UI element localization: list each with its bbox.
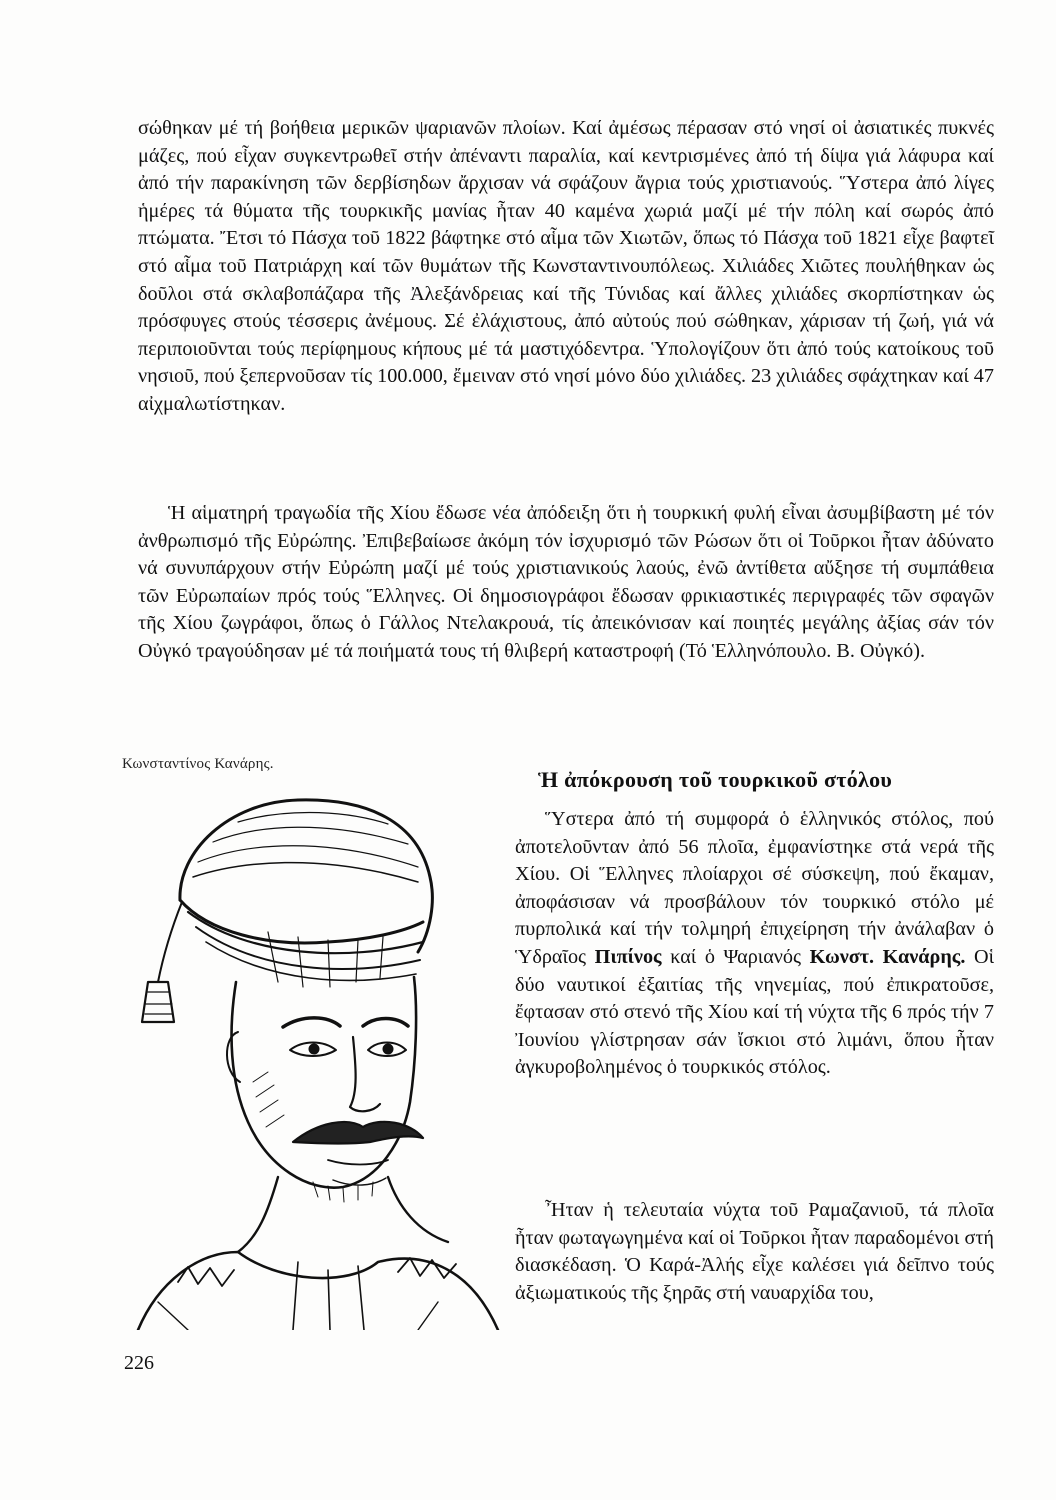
paragraph-fleet-text-3: Οἱ δύο ναυτικοί ἐξαιτίας τῆς νηνεμίας, πού ἐπικρατοῦσε, ἔφτασαν στό στενό τῆς Χίου καί τή νύχτα τῆς 6 πρός τήν 7 Ἰουνίου γλίστρησαν σάν ἴσκιοι στό λιμάνι, ὅπου ἦταν ἀγκυροβολημένος ὁ τουρκικός στόλος. — [515, 945, 995, 1079]
section-heading: Ἡ ἀπόκρουση τοῦ τουρκικοῦ στόλου — [538, 767, 893, 792]
portrait-caption: Κωνσταντίνος Κανάρης. — [122, 756, 274, 772]
paragraph-ramadan-night: Ἦταν ἡ τελευταία νύχτα τοῦ Ραμαζανιοῦ, τά πλοῖα ἦταν φωταγωγημένα καί οἱ Τοῦρκοι ἦταν παραδομένοι στή διασκέδαση. Ὁ Καρά-Ἀλής εἶχε καλέσει γιά δεῖπνο τούς ἀξιωματικούς τῆς ξηρᾶς στή ναυαρχίδα του, — [515, 1199, 994, 1304]
name-pipinos: Πιπίνος — [594, 945, 662, 968]
name-kanaris: Κωνστ. Κανάρης. — [809, 945, 966, 968]
page-number: 226 — [124, 1352, 154, 1374]
paragraph-fleet-text-2: καί ὁ Ψαριανός — [661, 945, 810, 968]
paragraph-fleet-text-1: Ὕστερα ἀπό τή συμφορά ὁ ἑλληνικός στόλος, πού ἀποτελοῦνταν ἀπό 56 πλοῖα, ἐμφανίστηκε στά νερά τῆς Χίου. Οἱ Ἕλληνες πλοίαρχοι σέ σύσκεψη, πού ἔκαμαν, ἀποφάσισαν νά προσβάλουν τόν τουρκικό στόλο μέ πυρπολικά καί τήν τολμηρή ἐπιχείρηση τήν ἀνάλαβαν ὁ Ὑδραῖος — [515, 808, 994, 968]
paragraph-chios-massacre: σώθηκαν μέ τή βοήθεια μερικῶν ψαριανῶν πλοίων. Καί ἀμέσως πέρασαν στό νησί οἱ ἀσιατικές πυκνές μάζες, πού εἶχαν συγκεντρωθεῖ στήν ἀπέναντι παραλία, καί κεντρισμένες ἀπό τή δίψα γιά λάφυρα καί ἀπό τήν παρακίνηση τῶν δερβίσηδων ἄρχισαν νά σφάζουν ἄγρια τούς χριστιανούς. Ὕστερα ἀπό λίγες ἡμέρες τά θύματα τῆς τουρκικῆς μανίας ἦταν 40 καμένα χωριά μαζί μέ τήν πόλη καί σωρός ἀπό πτώματα. Ἔτσι τό Πάσχα τοῦ 1822 βάφτηκε στό αἷμα τῶν Χιωτῶν, ὅπως τό Πάσχα τοῦ 1821 εἶχε βαφτεῖ στό αἷμα τοῦ Πατριάρχη καί τῶν θυμάτων τῆς Κωνσταντινουπόλεως. Χιλιάδες Χιῶτες πουλήθηκαν ὡς δοῦλοι στά σκλαβοπάζαρα τῆς Ἀλεξάνδρειας καί τῆς Τύνιδας καί ἄλλες χιλιάδες σκορπίστηκαν ὡς πρόσφυγες στούς τέσσερις ἀνέμους. Σέ ἐλάχιστους, ἀπό αὐτούς πού σώθηκαν, χάρισαν τή ζωή, γιά νά περιποιοῦνται τούς περίφημους κήπους μέ τά μαστιχόδεντρα. Ὑπολογίζουν ὅτι ἀπό τούς κατοίκους τοῦ νησιοῦ, πού ξεπερνοῦσαν τίς 100.000, ἔμειναν στό νησί μόνο δύο χιλιάδες. 23 χιλιάδες σφάχτηκαν καί 47 αἰχμαλωτίστηκαν. — [138, 117, 994, 415]
paragraph-fleet — [515, 806, 994, 1082]
paragraph-chios-tragedy: Ἡ αἱματηρή τραγωδία τῆς Χίου ἔδωσε νέα ἀπόδειξη ὅτι ἡ τουρκική φυλή εἶναι ἀσυμβίβαστη μέ τόν ἀνθρωπισμό τῆς Εὐρώπης. Ἐπιβεβαίωσε ἀκόμη τόν ἰσχυρισμό τῶν Ρώσων ὅτι οἱ Τοῦρκοι ἦταν ἀδύνατο νά συνυπάρχουν στήν Εὐρώπη μαζί μέ τούς χριστιανικούς λαούς, ἐνῶ ἀντίθετα αὔξησε τή συμπάθεια τῶν Εὐρωπαίων πρός τούς Ἕλληνες. Οἱ δημοσιογράφοι ἔδωσαν φρικιαστικές περιγραφές τῶν σφαγῶν τῆς Χίου ζωγράφοι, ὅπως ὁ Γάλλος Ντελακρουά, τίς ἀπεικόνισαν καί ποιητές μεγάλης ἀξίας σάν τόν Οὐγκό τραγούδησαν μέ τά ποιήματά τους τή θλιβερή καταστροφή (Τό Ἑλληνόπουλο. Β. Οὐγκό). — [138, 502, 994, 662]
portrait-kanaris-illustration — [118, 782, 514, 1330]
